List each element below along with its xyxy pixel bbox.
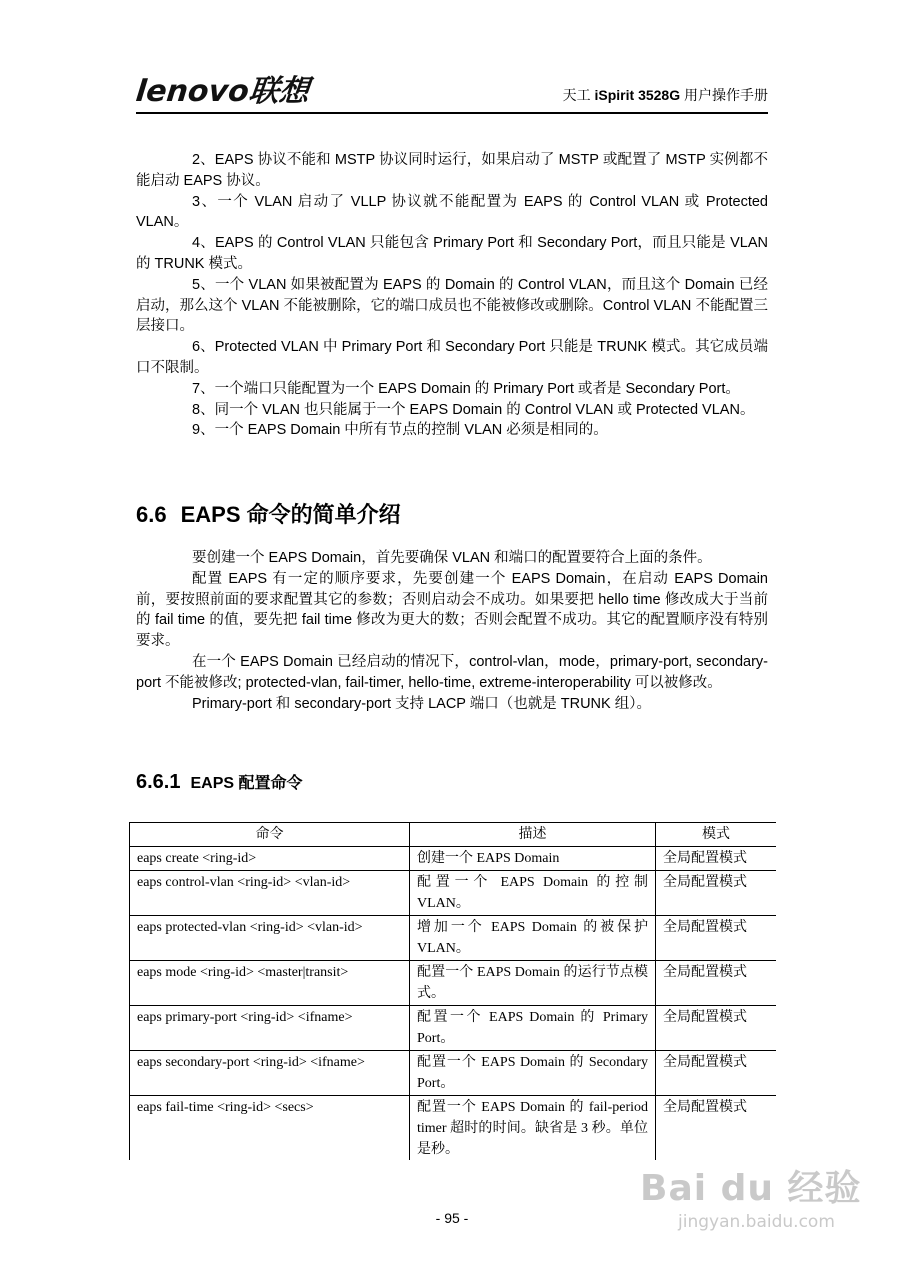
note-item: 5、一个 VLAN 如果被配置为 EAPS 的 Domain 的 Control VLAN，而且这个 Domain 已经启动，那么这个 VLAN 不能被删除，它的端口成员也不能被修改或删除。Control VLAN 不能配置三层接口。	[136, 276, 768, 335]
description-cell: 配置一个 EAPS Domain 的控制 VLAN。	[410, 871, 656, 916]
table-row	[130, 1006, 777, 1051]
column-header-description: 描述	[410, 823, 656, 847]
mode-cell: 全局配置模式	[656, 916, 777, 961]
description-cell: 配置一个 EAPS Domain 的运行节点模式。	[410, 961, 656, 1006]
intro-paragraph: 在一个 EAPS Domain 已经启动的情况下，control-vlan，mode，primary-port, secondary-port 不能被修改; protected-vlan, fail-timer, hello-time, extreme-interoperability 可以被修改。	[136, 653, 768, 691]
description-cell: 配置一个 EAPS Domain 的 Primary Port。	[410, 1006, 656, 1051]
header-rule	[136, 112, 768, 114]
watermark-url: jingyan.baidu.com	[678, 1212, 835, 1232]
note-item: 8、同一个 VLAN 也只能属于一个 EAPS Domain 的 Control VLAN 或 Protected VLAN。	[192, 401, 755, 418]
manual-title-suffix: 用户操作手册	[680, 87, 768, 103]
mode-cell: 全局配置模式	[656, 961, 777, 1006]
table-row	[130, 916, 777, 961]
command-cell: eaps primary-port <ring-id> <ifname>	[130, 1006, 410, 1051]
section-heading-6-6-1	[136, 768, 768, 798]
subsection-number: 6.6.1	[136, 771, 181, 793]
section-title: EAPS 命令的简单介绍	[180, 502, 401, 527]
command-cell: eaps protected-vlan <ring-id> <vlan-id>	[130, 916, 410, 961]
notes-list	[136, 150, 768, 441]
manual-title-prefix: 天工	[562, 87, 595, 103]
description-cell: 增加一个 EAPS Domain 的被保护 VLAN。	[410, 916, 656, 961]
column-header-mode: 模式	[656, 823, 777, 847]
note-item: 2、EAPS 协议不能和 MSTP 协议同时运行，如果启动了 MSTP 或配置了 MSTP 实例都不能启动 EAPS 协议。	[136, 152, 768, 189]
mode-cell: 全局配置模式	[656, 1096, 777, 1161]
description-cell: 创建一个 EAPS Domain	[410, 847, 656, 871]
table-row	[130, 847, 777, 871]
page-header	[0, 0, 904, 120]
column-header-command: 命令	[130, 823, 410, 847]
command-cell: eaps mode <ring-id> <master|transit>	[130, 961, 410, 1006]
command-cell: eaps secondary-port <ring-id> <ifname>	[130, 1051, 410, 1096]
manual-title-product: iSpirit 3528G	[594, 87, 681, 103]
table-header-row	[130, 823, 777, 847]
command-cell: eaps fail-time <ring-id> <secs>	[130, 1096, 410, 1161]
command-cell: eaps control-vlan <ring-id> <vlan-id>	[130, 871, 410, 916]
description-cell: 配置一个 EAPS Domain 的 Secondary Port。	[410, 1051, 656, 1096]
table-row	[130, 871, 777, 916]
watermark-brand: Bai du 经验	[640, 1168, 862, 1209]
note-item: 3、一个 VLAN 启动了 VLLP 协议就不能配置为 EAPS 的 Control VLAN 或 Protected VLAN。	[136, 193, 768, 231]
intro-paragraph: 要创建一个 EAPS Domain，首先要确保 VLAN 和端口的配置要符合上面的条件。	[192, 550, 712, 566]
command-cell: eaps create <ring-id>	[130, 847, 410, 871]
note-item: 9、一个 EAPS Domain 中所有节点的控制 VLAN 必须是相同的。	[192, 422, 608, 439]
command-table	[129, 822, 776, 1160]
intro-paragraph: Primary-port 和 secondary-port 支持 LACP 端口（也就是 TRUNK 组）。	[192, 695, 651, 712]
baidu-jingyan-watermark	[640, 1160, 880, 1240]
table-row	[130, 1096, 777, 1161]
section-intro	[136, 548, 768, 714]
description-cell: 配置一个 EAPS Domain 的 fail-period timer 超时的时间。缺省是 3 秒。单位是秒。	[410, 1096, 656, 1161]
section-heading-6-6	[136, 500, 768, 530]
table-row	[130, 1051, 777, 1096]
note-item: 6、Protected VLAN 中 Primary Port 和 Secondary Port 只能是 TRUNK 模式。其它成员端口不限制。	[136, 339, 768, 376]
command-table-wrapper	[129, 822, 776, 1160]
table-row	[130, 961, 777, 1006]
intro-paragraph: 配置 EAPS 有一定的顺序要求，先要创建一个 EAPS Domain，在启动 EAPS Domain 前，要按照前面的要求配置其它的参数；否则启动会不成功。如果要把 hello time 修改成大于当前的 fail time 的值，要先把 fail time 修改为更大的数；否则会配置不成功。其它的配置顺序没有特别要求。	[136, 570, 768, 650]
mode-cell: 全局配置模式	[656, 1006, 777, 1051]
note-item: 7、一个端口只能配置为一个 EAPS Domain 的 Primary Port 或者是 Secondary Port。	[192, 380, 740, 397]
manual-title	[563, 86, 768, 104]
lenovo-logo: lenovo联想	[134, 74, 311, 109]
note-item: 4、EAPS 的 Control VLAN 只能包含 Primary Port 和 Secondary Port，而且只能是 VLAN 的 TRUNK 模式。	[136, 235, 768, 272]
subsection-title: EAPS 配置命令	[190, 775, 303, 792]
mode-cell: 全局配置模式	[656, 1051, 777, 1096]
mode-cell: 全局配置模式	[656, 871, 777, 916]
page-number: - 95 -	[435, 1210, 469, 1226]
mode-cell: 全局配置模式	[656, 847, 777, 871]
section-number: 6.6	[136, 502, 167, 527]
